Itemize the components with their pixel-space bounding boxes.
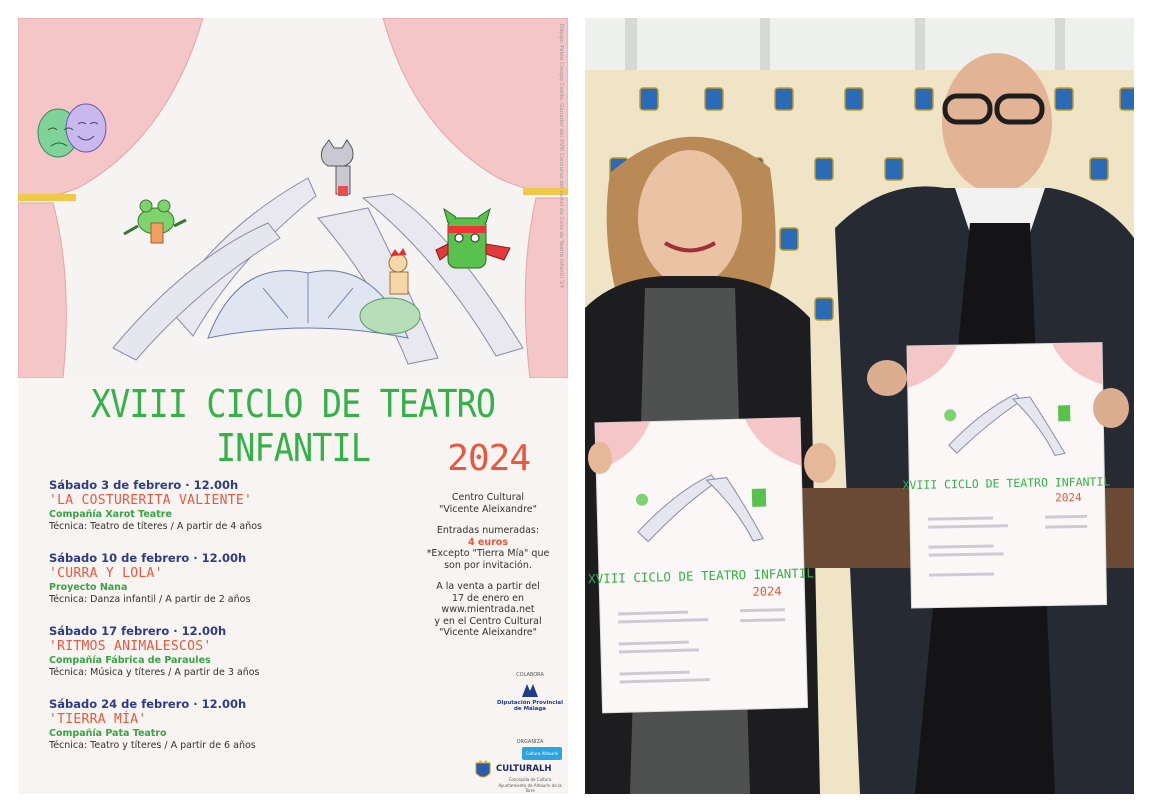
event-3: [49, 624, 349, 678]
collaborator-block: [494, 672, 566, 712]
curtain-side-left: [18, 203, 66, 378]
poster: [18, 18, 568, 794]
held-poster-left: [585, 417, 817, 713]
collab-name: Diputación Provincial: [496, 700, 564, 706]
held-poster-right-title: XVIII CICLO DE TEATRO INFANTIL: [902, 474, 1111, 493]
sale-line: "Vicente Aleixandre": [438, 627, 537, 638]
diputacion-logo-icon: [520, 682, 540, 698]
event-company: Compañía Fábrica de Paraules: [49, 655, 211, 666]
event-title: 'CURRA Y LOLA': [49, 566, 163, 581]
poster-year: 2024: [447, 438, 530, 479]
event-company: Proyecto Nana: [49, 582, 128, 593]
ticket-info: [413, 492, 563, 639]
illustration-credit: Dibujo: Pablo Crespo Coello, Ganador del XVIII Concurso del cartel de Ciclo de Teatro Infantil '24: [558, 24, 564, 289]
event-technique: Técnica: Teatro de títeres / A partir de 4 años: [49, 521, 262, 532]
event-date: Sábado 3 de febrero · 12.00h: [49, 478, 239, 492]
organizer-block: [494, 739, 566, 794]
org-label: ORGANIZA: [516, 739, 544, 745]
event-date: Sábado 24 de febrero · 12.00h: [49, 697, 247, 711]
org-sub: Ayuntamiento de Alhaurín de la Torre: [498, 783, 562, 793]
held-poster-right: [900, 342, 1112, 608]
event-technique: Técnica: Danza infantil / A partir de 2 años: [49, 594, 251, 605]
collab-name: de Málaga: [513, 706, 546, 712]
sale-line: A la venta a partir del: [436, 581, 540, 592]
event-title: 'LA COSTURERITA VALIENTE': [49, 493, 253, 508]
event-1: [49, 478, 349, 532]
held-poster-left-year: 2024: [752, 584, 782, 599]
exception-note: son por invitación.: [444, 559, 532, 571]
stage-illustration: [18, 18, 568, 378]
collab-label: COLABORA: [516, 672, 544, 678]
tickets-label: Entradas numeradas:: [436, 525, 540, 536]
event-technique: Técnica: Música y títeres / A partir de 3 años: [49, 667, 260, 678]
town-crest-icon: [474, 759, 492, 781]
press-photo: [585, 18, 1134, 794]
event-date: Sábado 10 de febrero · 12.00h: [49, 551, 247, 565]
event-company: Compañía Pata Teatro: [49, 728, 167, 739]
sale-line: y en el Centro Cultural: [434, 615, 542, 627]
venue-line: Centro Cultural: [451, 492, 525, 503]
sale-website: www.mientrada.net: [441, 604, 535, 615]
poster-title: XVIII CICLO DE TEATRO INFANTIL: [90, 382, 496, 470]
theatre-masks-icon: [38, 104, 106, 157]
org-badge: Cultura Alhaurín: [522, 747, 562, 760]
event-title: 'TIERRA MÍA': [49, 712, 147, 727]
held-poster-right-year: 2024: [1055, 490, 1082, 505]
event-date: Sábado 17 febrero · 12.00h: [49, 624, 227, 638]
ticket-price: 4 euros: [468, 536, 508, 548]
event-4: [49, 697, 349, 751]
sale-line: 17 de enero en: [451, 592, 525, 604]
event-company: Compañía Xarot Teatre: [49, 509, 172, 520]
venue-line: "Vicente Aleixandre": [438, 503, 537, 515]
event-technique: Técnica: Teatro y títeres / A partir de 6 años: [49, 740, 256, 751]
exception-note: *Excepto "Tierra Mía" que: [426, 548, 550, 559]
org-sub: Concejalía de Cultura: [508, 777, 552, 782]
event-2: [49, 551, 349, 605]
event-title: 'RITMOS ANIMALESCOS': [49, 639, 212, 654]
org-name: CULTURALH: [496, 764, 552, 774]
held-poster-left-title: XVIII CICLO DE TEATRO INFANTIL: [587, 565, 815, 587]
